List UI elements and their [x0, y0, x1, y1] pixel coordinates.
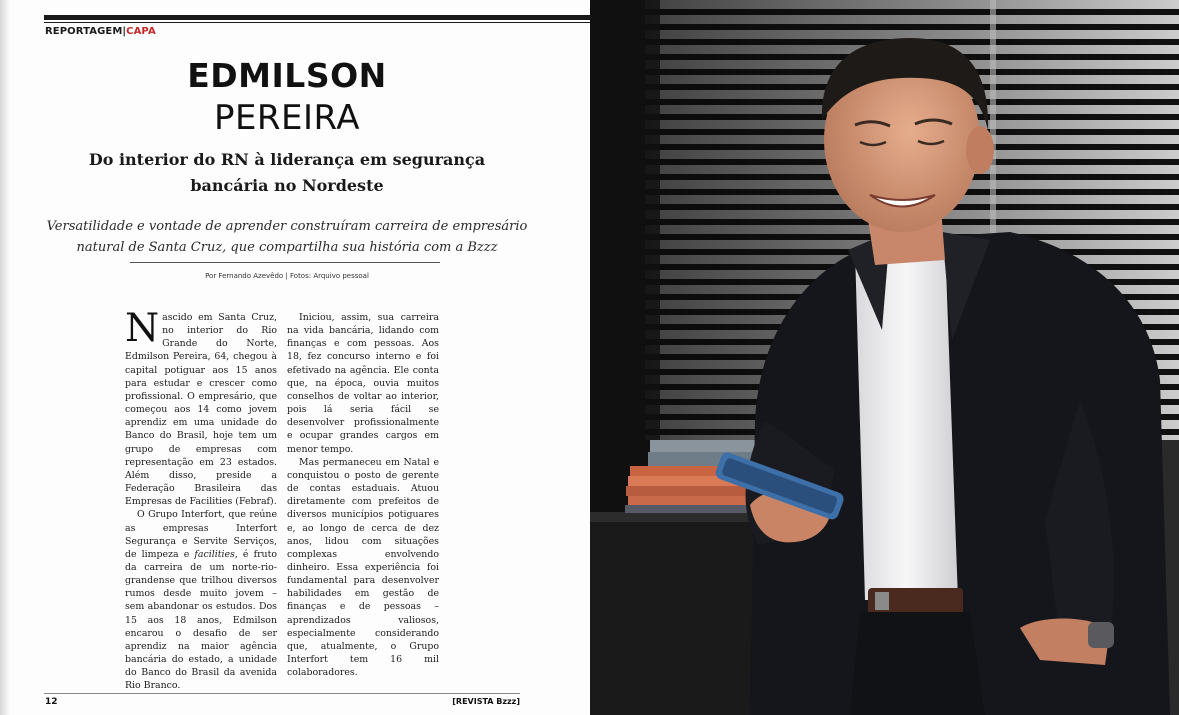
lead-line: Versatilidade e vontade de aprender construíram carreira de empresário	[46, 219, 528, 234]
lead-rule	[130, 262, 440, 263]
section-tag	[45, 26, 156, 37]
body-paragraph: Mas permaneceu em Natal e conquistou o posto de gerente de contas estaduais. Atuou diretamente com prefeitos de diversos municípios potiguares e, ao longo de cerca de dez anos, lidou com situações complexas envolvendo dinheiro. Essa experiência foi fundamental para desenvolver habilidades em gestão de finanças e de pessoas – aprendizados valiosos, especialmente considerando que, atualmente, o Grupo Interfort tem 16 mil colaboradores.	[287, 456, 439, 679]
headline-first-name: EDMILSON	[187, 56, 387, 95]
lead-line: natural de Santa Cruz, que compartilha sua história com a Bzzz	[76, 240, 498, 255]
section-label: REPORTAGEM	[45, 26, 123, 37]
body-column-2	[287, 311, 439, 679]
portrait-photo	[590, 0, 1179, 715]
article-lead	[44, 216, 530, 258]
headline-last-name: PEREIRA	[213, 98, 361, 138]
body-paragraph	[125, 306, 277, 508]
trousers	[850, 612, 985, 715]
subtitle-line: bancária no Nordeste	[190, 176, 384, 195]
paragraph-text: O Grupo Interfort, que reúne as empresas Interfort Segurança e Servite Serviços, de limpeza e	[125, 509, 277, 560]
paragraph-text: ascido em Santa Cruz, no interior do Rio Grande do Norte, Edmilson Pereira, 64, chegou à capital potiguar aos 15 anos para estudar e crescer como profissional. O empresário, que começou aos 14 como jovem aprendiz em uma unidade do Banco do Brasil, hoje tem um grupo de empresas com representação em 23 estados. Além disso, preside a Federação Brasileira das Empresas de Facilities (Febraf).	[125, 312, 277, 508]
article-subtitle	[44, 147, 530, 199]
byline-credits: Por Fernando Azevêdo | Fotos: Arquivo pessoal	[205, 272, 369, 280]
subsection-label: CAPA	[126, 26, 156, 37]
ear	[966, 126, 994, 174]
bottom-rule	[44, 693, 520, 694]
belt-buckle	[875, 592, 889, 610]
page-number: 12	[45, 697, 58, 707]
body-column-1	[125, 306, 277, 693]
subtitle-line: Do interior do RN à liderança em segurança	[88, 150, 486, 169]
top-rule-thin	[44, 22, 590, 23]
wristwatch	[1088, 622, 1114, 648]
portrait-illustration	[590, 0, 1179, 715]
page-edge-shadow	[0, 0, 10, 715]
paragraph-italic-text: facilities	[194, 548, 235, 560]
body-paragraph	[125, 508, 277, 692]
drop-cap: N	[125, 306, 160, 351]
section-separator: |	[122, 26, 127, 37]
magazine-name: [REVISTA Bzzz]	[452, 697, 520, 706]
body-paragraph: Iniciou, assim, sua carreira na vida bancária, lidando com finanças e com pessoas. Aos 18, fez concurso interno e foi efetivado na agência. Ele conta que, na época, ouvia muitos conselhos de voltar ao interior, pois lá seria fácil se desenvolver profissionalmente e ocupar grandes cargos em menor tempo.	[287, 312, 439, 455]
paragraph-text: , é fruto da carreira de um norte-rio-grandense que trilhou diversos rumos desde muito jovem – sem abandonar os estudos. Dos 15 aos 18 anos, Edmilson encarou o desafio de ser aprendiz na maior agência bancária do estado, a unidade do Banco do Brasil da avenida Rio Branco.	[125, 548, 277, 692]
top-rule	[44, 15, 590, 20]
